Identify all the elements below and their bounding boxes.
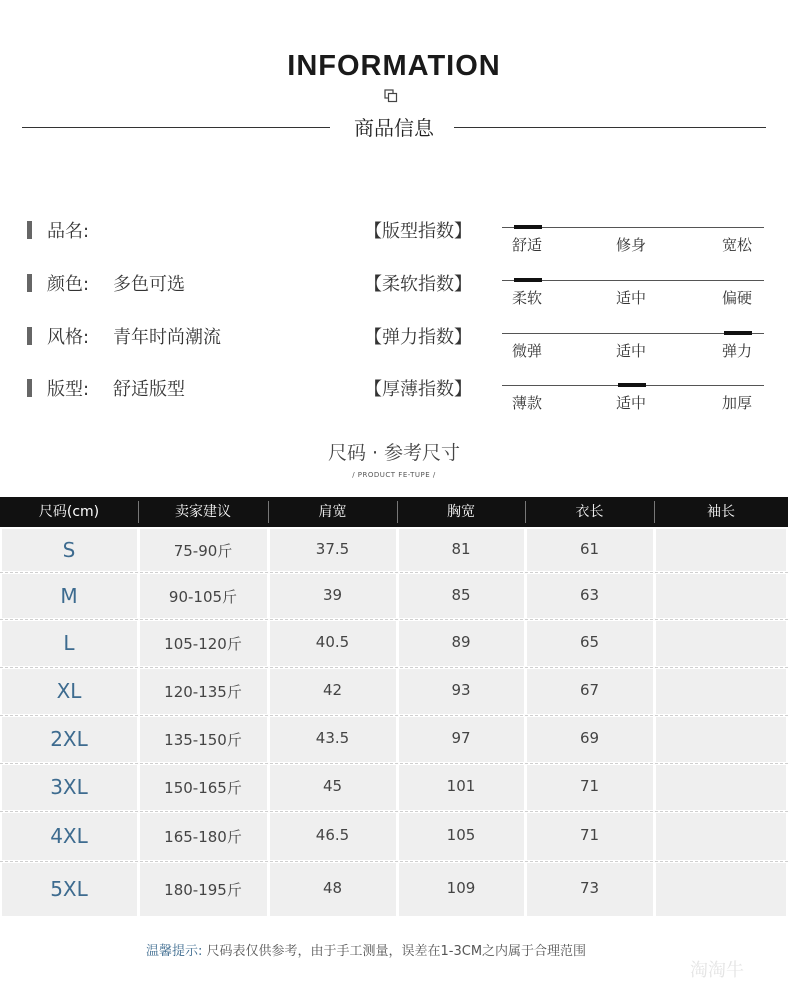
attribute-label: 版型: bbox=[47, 379, 90, 400]
index-option: 弹力 bbox=[722, 342, 753, 360]
attribute-value: 青年时尚潮流 bbox=[113, 327, 221, 348]
index-option: 适中 bbox=[616, 289, 647, 307]
size-label: XL bbox=[56, 679, 82, 703]
table-cell-value: 43.5 bbox=[315, 729, 350, 747]
attribute-value: 舒适版型 bbox=[113, 379, 185, 400]
table-cell bbox=[656, 863, 786, 916]
table-cell-value: 45 bbox=[322, 777, 343, 795]
table-cell bbox=[656, 765, 786, 810]
row-divider bbox=[0, 572, 788, 573]
table-header-separator bbox=[654, 501, 655, 523]
table-cell-value: 97 bbox=[451, 729, 471, 747]
table-cell bbox=[656, 669, 786, 714]
table-cell-value: 71 bbox=[579, 826, 600, 844]
index-option: 柔软 bbox=[512, 289, 543, 307]
index-option: 偏硬 bbox=[722, 289, 753, 307]
table-cell-value: 81 bbox=[451, 540, 471, 558]
attribute-bullet bbox=[27, 379, 32, 397]
table-cell-value: 65 bbox=[579, 633, 600, 651]
index-option: 舒适 bbox=[512, 236, 543, 254]
size-label: M bbox=[60, 584, 78, 608]
table-cell-value: 73 bbox=[579, 879, 600, 897]
note-label: 温馨提示: bbox=[146, 944, 203, 959]
index-label: 【厚薄指数】 bbox=[364, 379, 472, 400]
index-label: 【版型指数】 bbox=[364, 221, 472, 242]
size-section-subtitle: / PRODUCT FE-TUPE / bbox=[352, 471, 436, 479]
table-header-separator bbox=[268, 501, 269, 523]
index-scale-marker bbox=[514, 225, 542, 229]
index-label: 【弹力指数】 bbox=[364, 327, 472, 348]
index-scale-marker bbox=[618, 383, 646, 387]
table-cell-value: 71 bbox=[579, 777, 600, 795]
attribute-value: 多色可选 bbox=[113, 274, 185, 295]
table-cell bbox=[656, 717, 786, 762]
table-cell-value: 39 bbox=[322, 586, 343, 604]
row-divider bbox=[0, 811, 788, 812]
table-header-separator bbox=[397, 501, 398, 523]
table-cell bbox=[656, 813, 786, 860]
table-cell-value: 42 bbox=[322, 681, 343, 699]
index-scale-marker bbox=[724, 331, 752, 335]
table-body bbox=[0, 527, 788, 917]
table-cell-value: 48 bbox=[322, 879, 343, 897]
index-scale-marker bbox=[514, 278, 542, 282]
table-cell-value: 105 bbox=[446, 826, 476, 844]
table-cell bbox=[656, 529, 786, 571]
table-cell bbox=[656, 574, 786, 618]
table-cell-value: 150-165斤 bbox=[164, 779, 242, 797]
row-divider bbox=[0, 715, 788, 716]
table-cell-value: 67 bbox=[579, 681, 600, 699]
table-header-cell: 衣长 bbox=[575, 504, 604, 520]
table-header-cell: 胸宽 bbox=[447, 504, 475, 520]
size-label: 2XL bbox=[50, 727, 88, 751]
table-cell-value: 180-195斤 bbox=[164, 881, 242, 899]
size-note bbox=[146, 940, 586, 959]
table-header-cell: 袖长 bbox=[707, 504, 735, 520]
table-cell-value: 46.5 bbox=[315, 826, 350, 844]
index-option: 宽松 bbox=[722, 236, 753, 254]
size-label: 3XL bbox=[50, 775, 88, 799]
note-text: 尺码表仅供参考，由于手工测量，误差在1-3CM之内属于合理范围 bbox=[206, 944, 587, 959]
index-option: 加厚 bbox=[722, 394, 753, 412]
row-divider bbox=[0, 763, 788, 764]
table-cell-value: 69 bbox=[579, 729, 600, 747]
table-cell bbox=[656, 621, 786, 666]
index-option: 适中 bbox=[616, 394, 647, 412]
row-divider bbox=[0, 667, 788, 668]
table-cell-value: 37.5 bbox=[315, 540, 350, 558]
index-option: 薄款 bbox=[512, 394, 543, 412]
size-label: S bbox=[62, 538, 76, 562]
row-divider bbox=[0, 861, 788, 862]
table-cell-value: 63 bbox=[579, 586, 600, 604]
size-label: 4XL bbox=[50, 824, 88, 848]
table-header-separator bbox=[138, 501, 139, 523]
table-header-cell: 卖家建议 bbox=[175, 504, 231, 520]
table-cell-value: 165-180斤 bbox=[164, 828, 242, 846]
index-label: 【柔软指数】 bbox=[364, 274, 472, 295]
page-title: INFORMATION bbox=[287, 50, 501, 82]
table-header-separator bbox=[525, 501, 526, 523]
attribute-bullet bbox=[27, 327, 32, 345]
table-cell-value: 40.5 bbox=[315, 633, 350, 651]
section-subtitle: 商品信息 bbox=[0, 112, 788, 141]
size-label: 5XL bbox=[50, 877, 88, 901]
table-cell-value: 135-150斤 bbox=[164, 731, 242, 749]
watermark: 淘淘牛 bbox=[690, 960, 744, 981]
table-cell-value: 61 bbox=[579, 540, 600, 558]
table-cell-value: 120-135斤 bbox=[164, 683, 242, 701]
table-cell-value: 93 bbox=[451, 681, 471, 699]
attribute-label: 颜色: bbox=[47, 274, 90, 295]
row-divider bbox=[0, 619, 788, 620]
attribute-bullet bbox=[27, 221, 32, 239]
table-cell-value: 85 bbox=[451, 586, 471, 604]
table-cell-value: 89 bbox=[451, 633, 471, 651]
table-cell-value: 109 bbox=[446, 879, 476, 897]
table-header-cell: 肩宽 bbox=[318, 504, 347, 520]
attribute-bullet bbox=[27, 274, 32, 292]
size-label: L bbox=[63, 631, 75, 655]
copy-icon bbox=[384, 89, 398, 103]
attribute-label: 品名: bbox=[47, 221, 90, 242]
table-cell-value: 90-105斤 bbox=[168, 588, 238, 606]
attribute-label: 风格: bbox=[47, 327, 90, 348]
table-cell-value: 101 bbox=[446, 777, 476, 795]
index-option: 微弹 bbox=[512, 342, 543, 360]
index-option: 修身 bbox=[616, 236, 647, 254]
table-cell-value: 105-120斤 bbox=[164, 635, 242, 653]
index-option: 适中 bbox=[616, 342, 647, 360]
table-cell-value: 75-90斤 bbox=[173, 542, 233, 560]
table-header-cell: 尺码(cm) bbox=[38, 504, 100, 520]
table-header bbox=[0, 497, 788, 527]
size-section-title: 尺码 · 参考尺寸 bbox=[327, 442, 461, 464]
